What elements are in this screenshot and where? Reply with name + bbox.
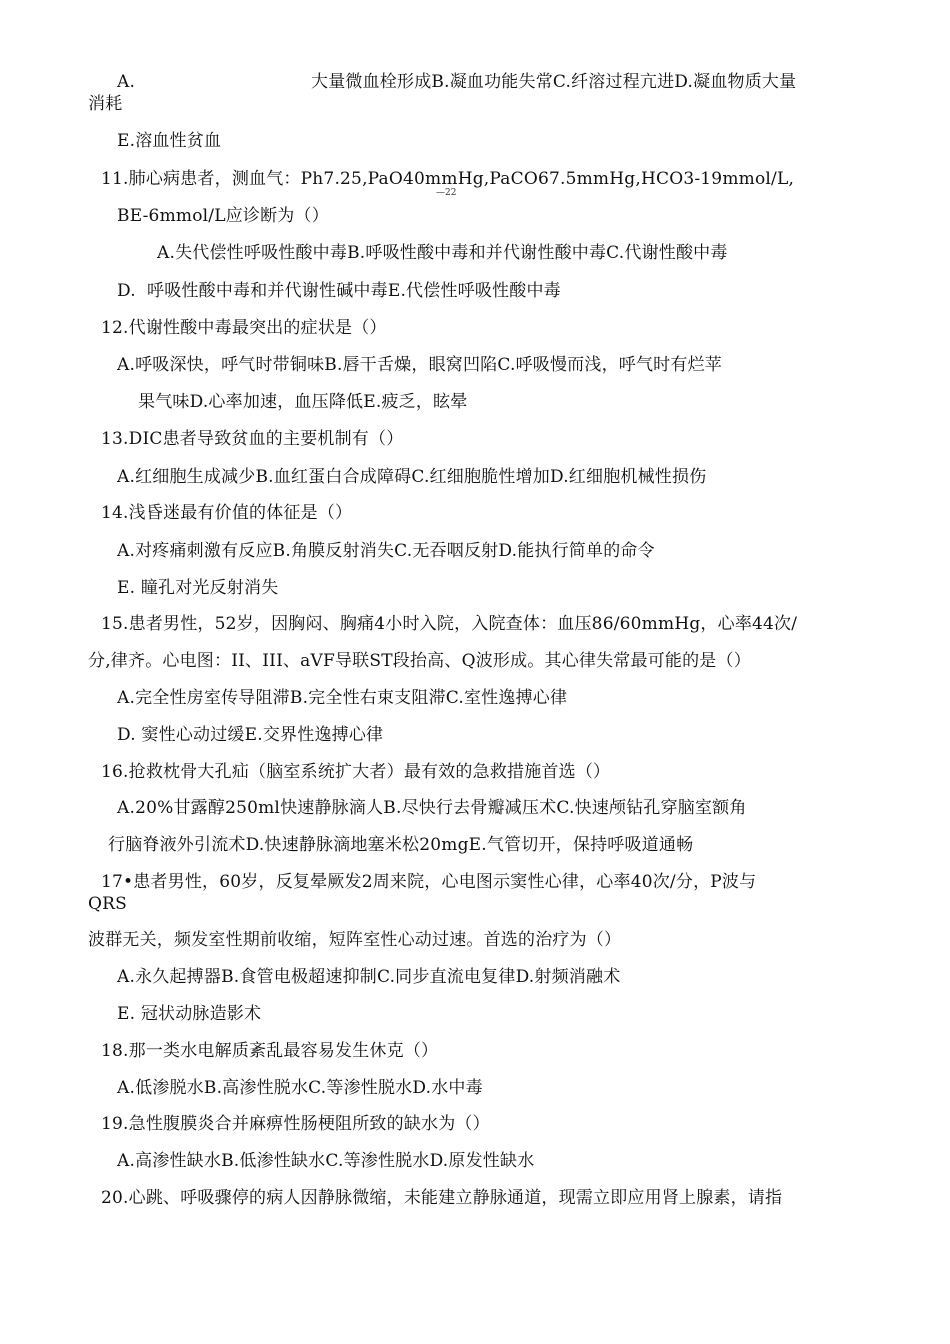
text-line: 19.急性腹膜炎合并麻痹性肠梗阻所致的缺水为（） [101,1114,490,1134]
text-line: A.红细胞生成减少B.血红蛋白合成障碍C.红细胞脆性增加D.红细胞机械性损伤 [117,467,707,487]
text-line: A.永久起搏器B.食管电极超速抑制C.同步直流电复律D.射频消融术 [117,967,621,987]
text-line: 果气味D.心率加速，血压降低E.疲乏，眩晕 [138,392,468,412]
text-line: A.高渗性缺水B.低渗性缺水C.等渗性脱水D.原发性缺水 [117,1151,535,1171]
text-line: A. [117,72,136,92]
text-line: A.完全性房室传导阻滞B.完全性右束支阻滞C.室性逸搏心律 [117,688,568,708]
text-line: A.低渗脱水B.高渗性脱水C.等渗性脱水D.水中毒 [117,1078,483,1098]
text-line: 行脑脊液外引流术D.快速静脉滴地塞米松20mgE.气管切开，保持呼吸道通畅 [108,835,694,855]
text-line: D. 窦性心动过缓E.交界性逸搏心律 [117,725,384,745]
text-line: 分,律齐。心电图：II、III、aVF导联ST段抬高、Q波形成。其心律失常最可能的是（） [88,651,751,671]
text-line: QRS [88,894,127,914]
text-line: 12.代谢性酸中毒最突出的症状是（） [101,318,387,338]
text-line: D. 呼吸性酸中毒和并代谢性碱中毒E.代偿性呼吸性酸中毒 [117,281,561,301]
text-line: BE-6mmol/L应诊断为（） [117,206,329,226]
text-line: 11.肺心病患者，测血气：Ph7.25,PaO40mmHg,PaCO67.5mmHg,HCO3-19mmol/L, [101,169,795,189]
text-line: 大量微血栓形成B.凝血功能失常C.纤溶过程亢进D.凝血物质大量 [311,72,797,92]
text-line: A.失代偿性呼吸性酸中毒B.呼吸性酸中毒和并代谢性酸中毒C.代谢性酸中毒 [157,243,728,263]
subscript-mark: —22 [436,188,457,198]
text-line: 14.浅昏迷最有价值的体征是（） [101,503,353,523]
text-line: A.呼吸深快，呼气时带铜味B.唇干舌燥，眼窝凹陷C.呼吸慢而浅，呼气时有烂苹 [117,355,722,375]
text-line: 15.患者男性，52岁，因胸闷、胸痛4小时入院，入院查体：血压86/60mmHg，心率44次/ [101,614,798,634]
text-line: A.对疼痛刺激有反应B.角膜反射消失C.无吞咽反射D.能执行简单的命令 [117,541,655,561]
text-line: A.20%甘露醇250ml快速静脉滴人B.尽快行去骨瓣减压术C.快速颅钻孔穿脑室额角 [117,798,747,818]
text-line: 17•患者男性，60岁，反复晕厥发2周来院，心电图示窦性心律，心率40次/分，P波与 [101,872,757,892]
text-line: E. 冠状动脉造影术 [117,1004,262,1024]
text-line: E. 瞳孔对光反射消失 [117,578,279,598]
text-line: 13.DIC患者导致贫血的主要机制有（） [101,429,404,449]
text-line: 16.抢救枕骨大孔疝（脑室系统扩大者）最有效的急救措施首选（） [101,762,611,782]
text-line: E.溶血性贫血 [117,131,222,151]
text-line: 波群无关，频发室性期前收缩，短阵室性心动过速。首选的治疗为（） [88,930,622,950]
text-line: 20.心跳、呼吸骤停的病人因静脉微缩，未能建立静脉通道，现需立即应用肾上腺素，请指 [101,1188,783,1208]
text-line: 消耗 [88,94,123,114]
text-line: 18.那一类水电解质紊乱最容易发生休克（） [101,1041,439,1061]
